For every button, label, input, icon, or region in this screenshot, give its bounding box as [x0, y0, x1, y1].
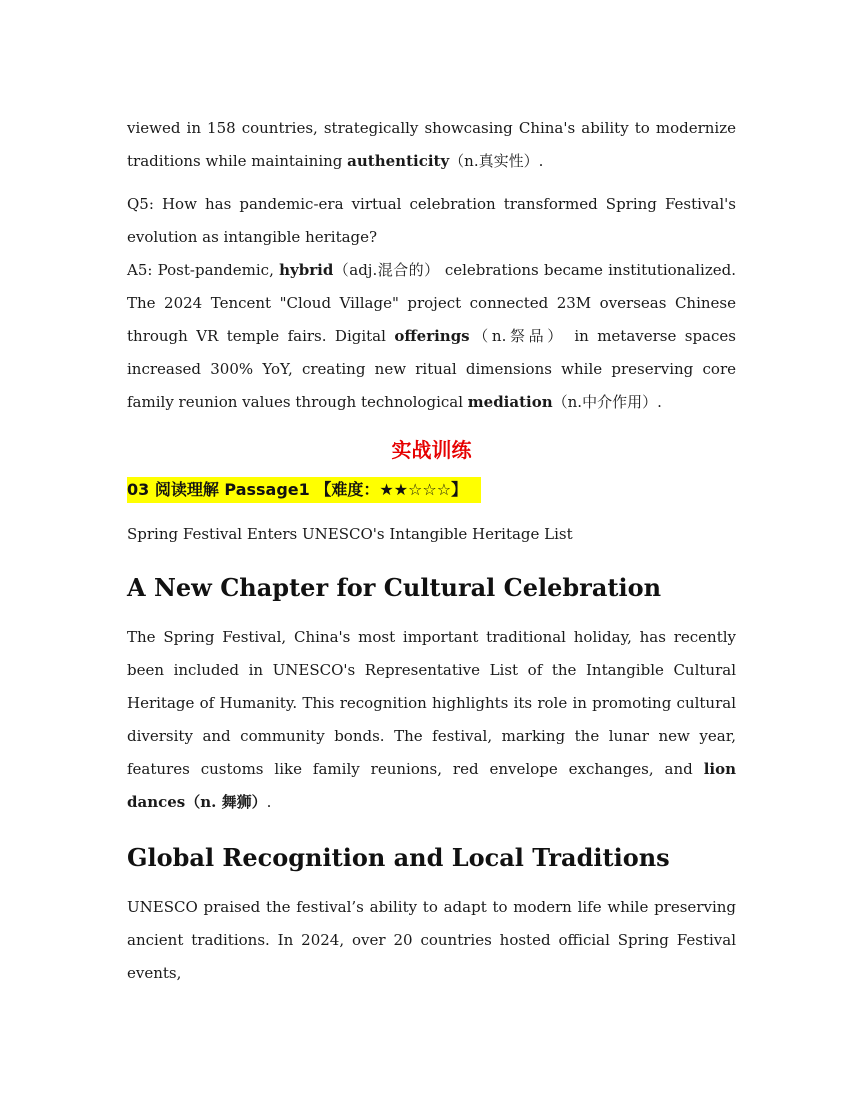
passage-subtitle: Spring Festival Enters UNESCO's Intangible Heritage List	[127, 525, 573, 543]
exercise-banner: 03 阅读理解 Passage1 【难度：★★☆☆☆】	[127, 477, 481, 503]
question-q5: Q5: How has pandemic-era virtual celebration transformed Spring Festival's evolution as intangible heritage?	[127, 195, 736, 246]
keyword-mediation: mediation	[467, 393, 553, 411]
paragraph-top	[127, 112, 736, 178]
text: The Spring Festival, China's most important traditional holiday, has recently been included in UNESCO's Representative List of the Intangible Cultural Heritage of Humanity. This recognition highlights its role in promoting cultural diversity and community bonds. The festival, marking the lunar new year, features customs like family reunions, red envelope exchanges, and	[127, 628, 736, 778]
keyword-lion-dances: lion dances（n. 舞狮）	[127, 760, 736, 811]
keyword-authenticity: authenticity	[347, 152, 450, 170]
text: viewed in 158 countries, strategically showcasing China's ability to modernize traditions while maintaining	[127, 119, 736, 170]
text: .	[266, 793, 272, 811]
keyword-offerings: offerings	[394, 327, 470, 345]
section-title: 实战训练	[391, 438, 472, 462]
answer-a5	[127, 254, 736, 419]
passage-paragraph-1	[127, 621, 736, 819]
passage-paragraph-2: UNESCO praised the festival’s ability to adapt to modern life while preserving ancient traditions. In 2024, over 20 countries hosted official Spring Festival events,	[127, 898, 736, 982]
text: （adj.混合的） celebrations became institutionalized. The 2024 Tencent "Cloud Village" project connected 23M overseas Chinese through VR temple fairs. Digital	[127, 261, 736, 345]
text: A5: Post-pandemic,	[127, 261, 280, 279]
keyword-hybrid: hybrid	[279, 261, 334, 279]
text: （n.真实性）.	[449, 152, 544, 170]
document-page	[127, 112, 736, 990]
text: （n.中介作用）.	[552, 393, 662, 411]
heading-cultural-celebration: A New Chapter for Cultural Celebration	[127, 573, 662, 602]
text: （n.祭品） in metaverse spaces increased 300% YoY, creating new ritual dimensions while preserving core family reunion values through technological	[127, 327, 737, 411]
heading-global-recognition: Global Recognition and Local Traditions	[127, 843, 670, 872]
